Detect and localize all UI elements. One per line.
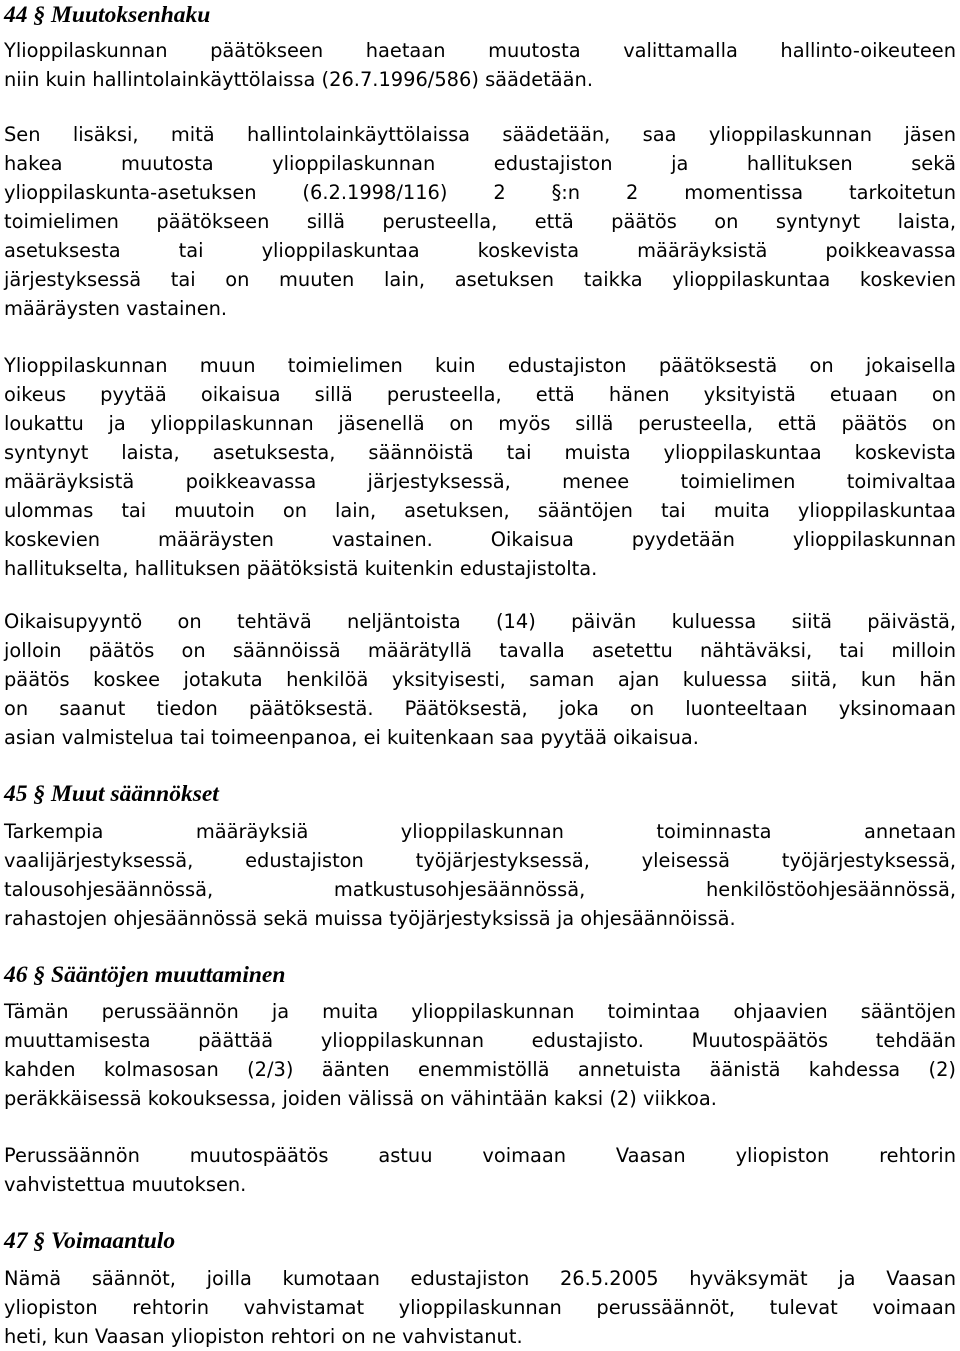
section-heading-46 <box>4 961 285 990</box>
section-heading-44 <box>4 1 210 30</box>
section-title: Muutoksenhaku <box>51 2 211 28</box>
text-line: rahastojen ohjesäännössä sekä muissa työjärjestyksissä ja ohjesäännöissä. <box>4 907 736 930</box>
text-line: on saanut tiedon päätöksestä. Päätöksestä, joka on luonteeltaan yksinomaan <box>4 697 956 720</box>
text-line: hallitukselta, hallituksen päätöksistä kuitenkin edustajistolta. <box>4 557 598 580</box>
text-line: jolloin päätös on säännöissä määrätyllä tavalla asetettu nähtäväksi, tai milloin <box>4 639 956 662</box>
paragraph <box>4 351 956 583</box>
section-title: Muut säännökset <box>51 781 219 807</box>
text-line: Perussäännön muutospäätös astuu voimaan Vaasan yliopiston rehtorin <box>4 1144 956 1167</box>
section-heading-45 <box>4 780 219 809</box>
paragraph <box>4 1264 956 1351</box>
text-line: ylioppilaskunta-asetuksen (6.2.1998/116) 2 §:n 2 momentissa tarkoitetun <box>4 181 956 204</box>
section-number: 44 <box>4 2 28 28</box>
section-symbol: § <box>33 962 46 988</box>
text-line: koskevien määräysten vastainen. Oikaisua pyydetään ylioppilaskunnan <box>4 528 956 551</box>
text-line: päätös koskee jotakuta henkilöä yksityisesti, saman ajan kuluessa siitä, kun hän <box>4 668 956 691</box>
text-line: Sen lisäksi, mitä hallintolainkäyttölaissa säädetään, saa ylioppilaskunnan jäsen <box>4 123 956 146</box>
paragraph <box>4 997 956 1113</box>
section-symbol: § <box>33 781 46 807</box>
section-number: 46 <box>4 962 28 988</box>
text-line: loukattu ja ylioppilaskunnan jäsenellä on myös sillä perusteella, että päätös on <box>4 412 956 435</box>
section-number: 47 <box>4 1228 28 1254</box>
paragraph <box>4 36 956 94</box>
text-line: Oikaisupyyntö on tehtävä neljäntoista (14) päivän kuluessa siitä päivästä, <box>4 610 956 633</box>
text-line: vaalijärjestyksessä, edustajiston työjärjestyksessä, yleisessä työjärjestyksessä, <box>4 849 956 872</box>
paragraph <box>4 607 956 752</box>
text-line: yliopiston rehtorin vahvistamat ylioppilaskunnan perussäännöt, tulevat voimaan <box>4 1296 956 1319</box>
section-title: Sääntöjen muuttaminen <box>51 962 286 988</box>
text-line: määräyksistä poikkeavassa järjestyksessä, menee toimielimen toimivaltaa <box>4 470 956 493</box>
text-line: kahden kolmasosan (2/3) äänten enemmistöllä annetuista äänistä kahdessa (2) <box>4 1058 956 1081</box>
text-line: niin kuin hallintolainkäyttölaissa (26.7.1996/586) säädetään. <box>4 68 593 91</box>
section-symbol: § <box>33 2 46 28</box>
text-line: peräkkäisessä kokouksessa, joiden välissä on vähintään kaksi (2) viikkoa. <box>4 1087 717 1110</box>
text-line: heti, kun Vaasan yliopiston rehtori on ne vahvistanut. <box>4 1325 523 1348</box>
text-line: asian valmistelua tai toimeenpanoa, ei kuitenkaan saa pyytää oikaisua. <box>4 726 699 749</box>
text-line: määräysten vastainen. <box>4 297 228 320</box>
text-line: Nämä säännöt, joilla kumotaan edustajiston 26.5.2005 hyväksymät ja Vaasan <box>4 1267 956 1290</box>
paragraph <box>4 1141 956 1199</box>
text-line: toimielimen päätökseen sillä perusteella, että päätös on syntynyt laista, <box>4 210 956 233</box>
section-symbol: § <box>33 1228 46 1254</box>
text-line: talousohjesäännössä, matkustusohjesäännössä, henkilöstöohjesäännössä, <box>4 878 956 901</box>
text-line: Tarkempia määräyksiä ylioppilaskunnan toiminnasta annetaan <box>4 820 956 843</box>
text-line: Tämän perussäännön ja muita ylioppilaskunnan toimintaa ohjaavien sääntöjen <box>4 1000 956 1023</box>
section-heading-47 <box>4 1227 175 1256</box>
section-number: 45 <box>4 781 28 807</box>
text-line: järjestyksessä tai on muuten lain, asetuksen taikka ylioppilaskuntaa koskevien <box>4 268 956 291</box>
text-line: hakea muutosta ylioppilaskunnan edustajiston ja hallituksen sekä <box>4 152 956 175</box>
text-line: asetuksesta tai ylioppilaskuntaa koskevista määräyksistä poikkeavassa <box>4 239 956 262</box>
section-title: Voimaantulo <box>51 1228 176 1254</box>
text-line: Ylioppilaskunnan päätökseen haetaan muutosta valittamalla hallinto-oikeuteen <box>4 39 956 62</box>
text-line: Ylioppilaskunnan muun toimielimen kuin edustajiston päätöksestä on jokaisella <box>4 354 956 377</box>
text-line: muuttamisesta päättää ylioppilaskunnan edustajisto. Muutospäätös tehdään <box>4 1029 956 1052</box>
text-line: vahvistettua muutoksen. <box>4 1173 247 1196</box>
text-line: syntynyt laista, asetuksesta, säännöistä tai muista ylioppilaskuntaa koskevista <box>4 441 956 464</box>
paragraph <box>4 817 956 933</box>
paragraph <box>4 120 956 323</box>
text-line: ulommas tai muutoin on lain, asetuksen, sääntöjen tai muita ylioppilaskuntaa <box>4 499 956 522</box>
text-line: oikeus pyytää oikaisua sillä perusteella, että hänen yksityistä etuaan on <box>4 383 956 406</box>
